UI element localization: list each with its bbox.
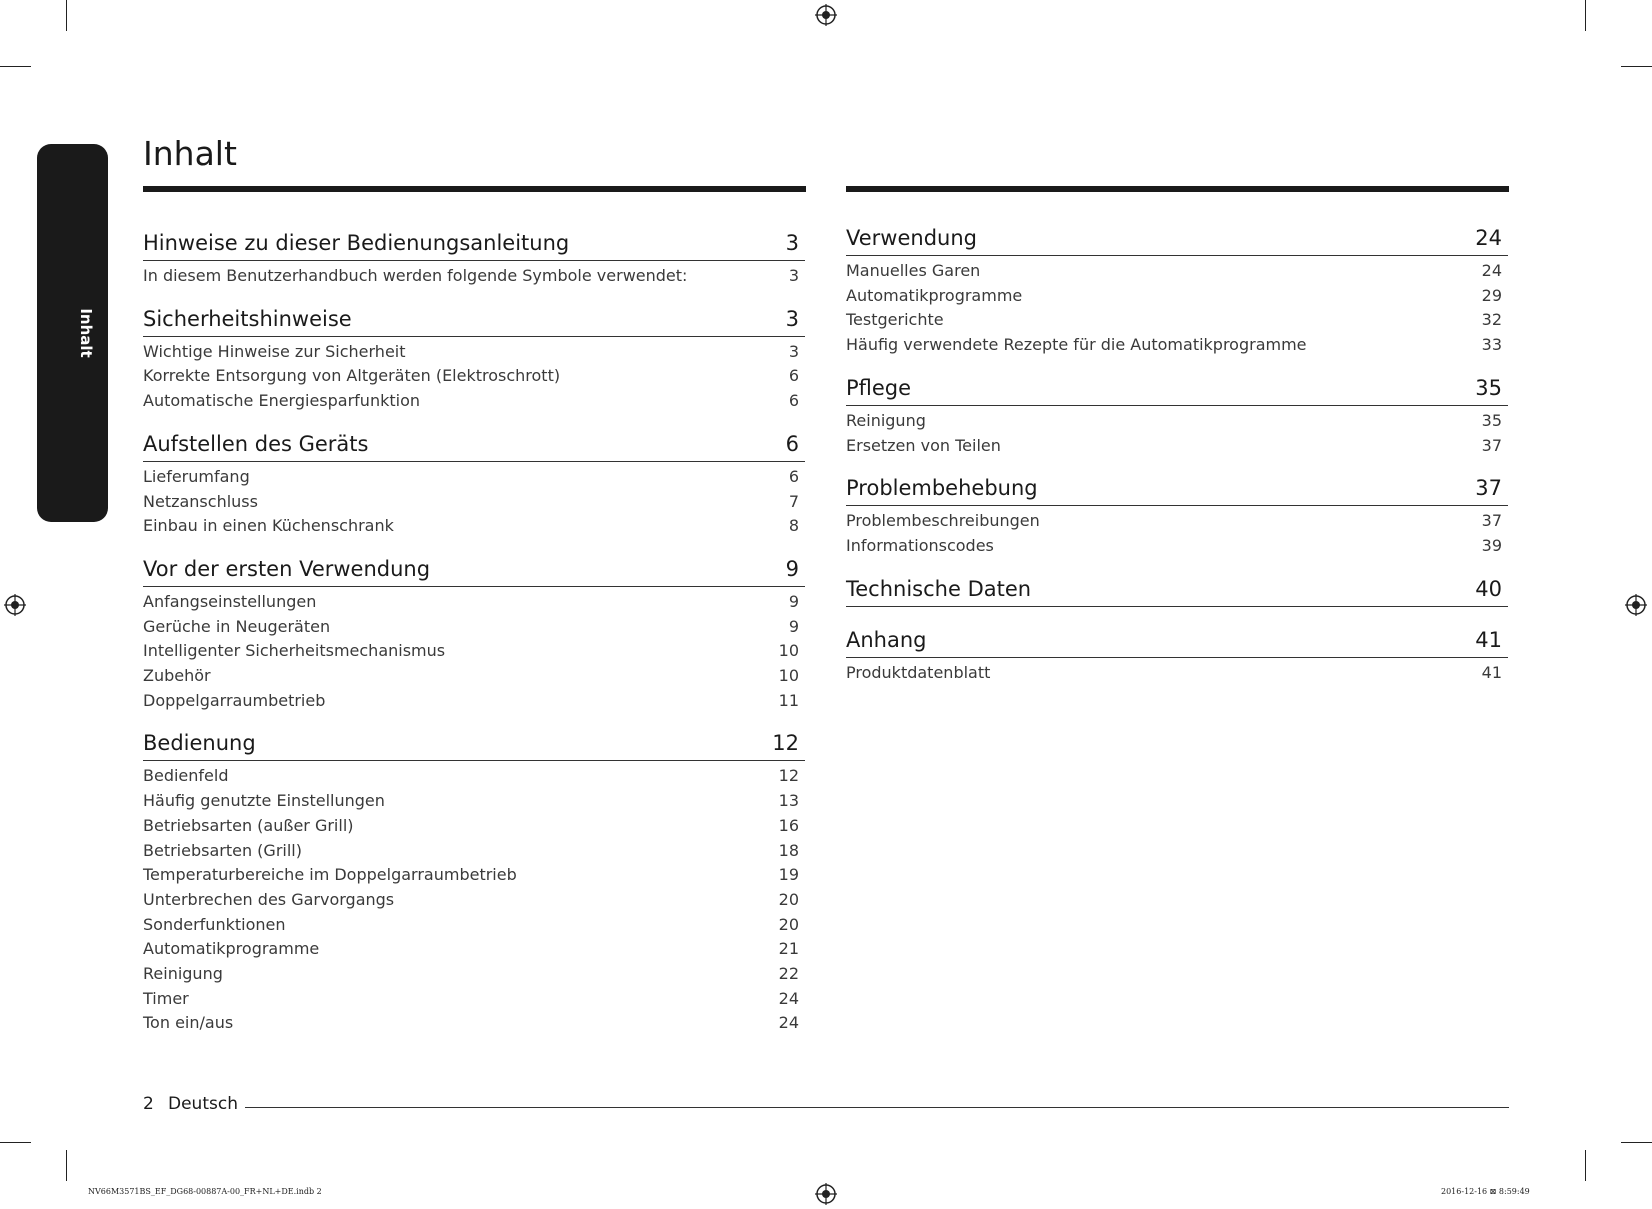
footer-rule bbox=[245, 1107, 1509, 1108]
entry-page-number: 22 bbox=[778, 964, 799, 984]
entry-label: Häufig genutzte Einstellungen bbox=[143, 791, 385, 811]
entry-label: Bedienfeld bbox=[143, 766, 229, 786]
crop-mark bbox=[0, 1142, 31, 1143]
entry-page-number: 3 bbox=[788, 266, 799, 285]
toc-item-list bbox=[143, 337, 805, 414]
entry-label: Temperaturbereiche im Doppelgarraumbetrieb bbox=[143, 865, 517, 885]
toc-item-list bbox=[846, 607, 1508, 610]
print-slug-file: NV66M3571BS_EF_DG68-00887A-00_FR+NL+DE.indb 2 bbox=[88, 1187, 322, 1196]
crop-mark bbox=[1585, 0, 1586, 31]
toc-entry[interactable] bbox=[143, 615, 805, 640]
entry-label: Wichtige Hinweise zur Sicherheit bbox=[143, 341, 406, 361]
toc-entry[interactable] bbox=[143, 465, 805, 490]
toc-entry[interactable] bbox=[143, 389, 805, 414]
toc-entry[interactable] bbox=[143, 814, 805, 839]
entry-page-number: 37 bbox=[1481, 511, 1502, 531]
entry-label: Intelligenter Sicherheitsmechanismus bbox=[143, 641, 446, 661]
entry-label: Problembeschreibungen bbox=[846, 511, 1040, 531]
entry-label: Ersetzen von Teilen bbox=[846, 435, 1001, 455]
section-title: Problembehebung bbox=[846, 476, 1038, 501]
toc-item-list bbox=[143, 761, 805, 1036]
toc-entry[interactable] bbox=[143, 888, 805, 913]
toc-entry[interactable] bbox=[143, 590, 805, 615]
entry-label: Reinigung bbox=[143, 964, 223, 984]
section-title: Verwendung bbox=[846, 226, 977, 250]
entry-page-number: 37 bbox=[1481, 435, 1502, 455]
section-page-number: 3 bbox=[785, 306, 799, 331]
toc-item-list bbox=[846, 658, 1508, 686]
entry-label: Korrekte Entsorgung von Altgeräten (Elektroschrott) bbox=[143, 366, 561, 386]
section-page-number: 12 bbox=[772, 731, 799, 756]
entry-label: Betriebsarten (außer Grill) bbox=[143, 815, 354, 835]
toc-section-heading[interactable] bbox=[143, 726, 805, 761]
section-title: Anhang bbox=[846, 627, 927, 652]
toc-entry[interactable] bbox=[143, 863, 805, 888]
toc-entry[interactable] bbox=[143, 364, 805, 389]
toc-entry[interactable] bbox=[846, 333, 1508, 358]
toc-item-list bbox=[143, 462, 805, 539]
toc-section-heading[interactable] bbox=[143, 552, 805, 587]
entry-page-number: 41 bbox=[1481, 662, 1502, 682]
toc-entry[interactable] bbox=[846, 509, 1508, 534]
toc-entry[interactable] bbox=[143, 839, 805, 864]
section-page-number: 40 bbox=[1475, 576, 1502, 601]
entry-page-number: 20 bbox=[778, 889, 799, 909]
crop-mark bbox=[66, 1150, 67, 1181]
section-page-number: 6 bbox=[785, 431, 799, 456]
entry-label: Gerüche in Neugeräten bbox=[143, 616, 331, 636]
entry-page-number: 9 bbox=[788, 616, 799, 636]
footer-language: Deutsch bbox=[168, 1094, 238, 1114]
toc-section-heading[interactable] bbox=[143, 226, 805, 261]
registration-mark-icon bbox=[4, 594, 26, 616]
toc-section bbox=[143, 427, 805, 539]
entry-page-number: 32 bbox=[1481, 310, 1502, 330]
section-page-number: 37 bbox=[1475, 476, 1502, 501]
section-page-number: 35 bbox=[1475, 375, 1502, 400]
section-title: Sicherheitshinweise bbox=[143, 306, 352, 331]
entry-page-number: 24 bbox=[778, 988, 799, 1008]
entry-label: Automatikprogramme bbox=[143, 939, 320, 959]
entry-label: Manuelles Garen bbox=[846, 261, 981, 280]
toc-entry[interactable] bbox=[143, 514, 805, 539]
section-page-number: 41 bbox=[1475, 627, 1502, 652]
entry-page-number: 21 bbox=[778, 939, 799, 959]
toc-entry[interactable] bbox=[846, 434, 1508, 459]
entry-page-number: 24 bbox=[1481, 261, 1502, 280]
section-title: Pflege bbox=[846, 375, 912, 400]
entry-page-number: 9 bbox=[788, 591, 799, 611]
entry-page-number: 20 bbox=[778, 914, 799, 934]
section-page-number: 24 bbox=[1475, 226, 1502, 250]
toc-item-list bbox=[846, 256, 1508, 358]
toc-entry[interactable] bbox=[143, 664, 805, 689]
toc-entry[interactable] bbox=[143, 962, 805, 987]
entry-label: Einbau in einen Küchenschrank bbox=[143, 516, 394, 536]
toc-section bbox=[846, 221, 1508, 358]
toc-section bbox=[143, 726, 805, 1036]
toc-entry[interactable] bbox=[143, 264, 805, 289]
entry-label: Unterbrechen des Garvorgangs bbox=[143, 889, 395, 909]
entry-label: Netzanschluss bbox=[143, 491, 258, 511]
toc-section bbox=[846, 572, 1508, 610]
entry-page-number: 12 bbox=[778, 766, 799, 786]
crop-mark bbox=[66, 0, 67, 31]
toc-section bbox=[143, 302, 805, 414]
toc-section bbox=[846, 623, 1508, 686]
section-page-number: 3 bbox=[785, 231, 799, 255]
section-title: Bedienung bbox=[143, 731, 256, 756]
entry-page-number: 39 bbox=[1481, 535, 1502, 555]
entry-page-number: 16 bbox=[778, 815, 799, 835]
toc-entry[interactable] bbox=[143, 987, 805, 1012]
entry-label: Häufig verwendete Rezepte für die Automatikprogramme bbox=[846, 335, 1307, 355]
toc-section-heading[interactable] bbox=[846, 623, 1508, 658]
toc-section-heading[interactable] bbox=[846, 572, 1508, 607]
toc-section-heading[interactable] bbox=[846, 471, 1508, 506]
entry-page-number: 33 bbox=[1481, 335, 1502, 355]
entry-page-number: 10 bbox=[778, 666, 799, 686]
entry-label: Sonderfunktionen bbox=[143, 914, 286, 934]
entry-label: Ton ein/aus bbox=[143, 1013, 234, 1033]
toc-item-list bbox=[143, 261, 805, 289]
section-title: Hinweise zu dieser Bedienungsanleitung bbox=[143, 231, 570, 255]
entry-page-number: 11 bbox=[778, 690, 799, 710]
toc-entry[interactable] bbox=[846, 308, 1508, 333]
toc-entry[interactable] bbox=[143, 937, 805, 962]
toc-entry[interactable] bbox=[846, 284, 1508, 309]
toc-section bbox=[143, 552, 805, 714]
toc-entry[interactable] bbox=[143, 789, 805, 814]
registration-mark-icon bbox=[815, 1183, 837, 1205]
toc-item-list bbox=[143, 587, 805, 714]
toc-section bbox=[143, 226, 805, 289]
entry-page-number: 29 bbox=[1481, 285, 1502, 305]
toc-entry[interactable] bbox=[143, 490, 805, 515]
entry-label: Testgerichte bbox=[846, 310, 944, 330]
entry-page-number: 3 bbox=[788, 341, 799, 361]
toc-section-heading[interactable] bbox=[143, 302, 805, 337]
entry-label: Timer bbox=[143, 988, 189, 1008]
entry-page-number: 35 bbox=[1481, 410, 1502, 430]
toc-section-heading[interactable] bbox=[846, 221, 1508, 256]
toc-entry[interactable] bbox=[846, 409, 1508, 434]
title-rule-right bbox=[846, 186, 1509, 192]
print-slug-date: 2016-12-16 ⊠ 8:59:49 bbox=[1441, 1187, 1530, 1196]
toc-section-heading[interactable] bbox=[143, 427, 805, 462]
toc-entry[interactable] bbox=[846, 661, 1508, 686]
crop-mark bbox=[1621, 66, 1652, 67]
toc-entry[interactable] bbox=[143, 689, 805, 714]
toc-column-left bbox=[143, 226, 805, 1049]
section-title: Aufstellen des Geräts bbox=[143, 431, 369, 456]
section-page-number: 9 bbox=[785, 556, 799, 581]
toc-item-list bbox=[846, 506, 1508, 558]
entry-label: Doppelgarraumbetrieb bbox=[143, 690, 326, 710]
entry-page-number: 10 bbox=[778, 641, 799, 661]
entry-label: Automatikprogramme bbox=[846, 285, 1023, 305]
crop-mark bbox=[1585, 1150, 1586, 1181]
entry-page-number: 13 bbox=[778, 791, 799, 811]
side-tab-label: Inhalt bbox=[77, 308, 95, 358]
entry-label: Produktdatenblatt bbox=[846, 662, 991, 682]
toc-entry[interactable] bbox=[143, 639, 805, 664]
entry-label: Reinigung bbox=[846, 410, 926, 430]
toc-entry[interactable] bbox=[846, 259, 1508, 284]
crop-mark bbox=[1621, 1142, 1652, 1143]
toc-entry[interactable] bbox=[143, 1011, 805, 1036]
toc-entry[interactable] bbox=[143, 764, 805, 789]
entry-page-number: 8 bbox=[788, 516, 799, 536]
toc-entry[interactable] bbox=[846, 534, 1508, 559]
entry-label: In diesem Benutzerhandbuch werden folgende Symbole verwendet: bbox=[143, 266, 688, 285]
toc-item-list bbox=[846, 406, 1508, 458]
entry-page-number: 6 bbox=[788, 366, 799, 386]
toc-column-right bbox=[846, 221, 1508, 698]
page-title: Inhalt bbox=[143, 134, 237, 173]
toc-section bbox=[846, 471, 1508, 558]
section-title: Technische Daten bbox=[846, 576, 1032, 601]
entry-page-number: 24 bbox=[778, 1013, 799, 1033]
section-title: Vor der ersten Verwendung bbox=[143, 556, 431, 581]
registration-mark-icon bbox=[815, 4, 837, 26]
crop-mark bbox=[0, 66, 31, 67]
entry-label: Informationscodes bbox=[846, 535, 994, 555]
entry-label: Anfangseinstellungen bbox=[143, 591, 317, 611]
chapter-side-tab[interactable] bbox=[37, 144, 108, 522]
entry-page-number: 19 bbox=[778, 865, 799, 885]
entry-page-number: 18 bbox=[778, 840, 799, 860]
page-number: 2 bbox=[143, 1094, 154, 1114]
toc-section-heading[interactable] bbox=[846, 371, 1508, 406]
registration-mark-icon bbox=[1625, 594, 1647, 616]
entry-page-number: 6 bbox=[788, 391, 799, 411]
title-rule-left bbox=[143, 186, 806, 192]
entry-label: Lieferumfang bbox=[143, 466, 250, 486]
toc-entry[interactable] bbox=[143, 340, 805, 365]
entry-label: Zubehör bbox=[143, 666, 211, 686]
entry-page-number: 6 bbox=[788, 466, 799, 486]
entry-label: Automatische Energiesparfunktion bbox=[143, 391, 420, 411]
entry-label: Betriebsarten (Grill) bbox=[143, 840, 302, 860]
toc-entry[interactable] bbox=[143, 913, 805, 938]
toc-section bbox=[846, 371, 1508, 458]
entry-page-number: 7 bbox=[788, 491, 799, 511]
